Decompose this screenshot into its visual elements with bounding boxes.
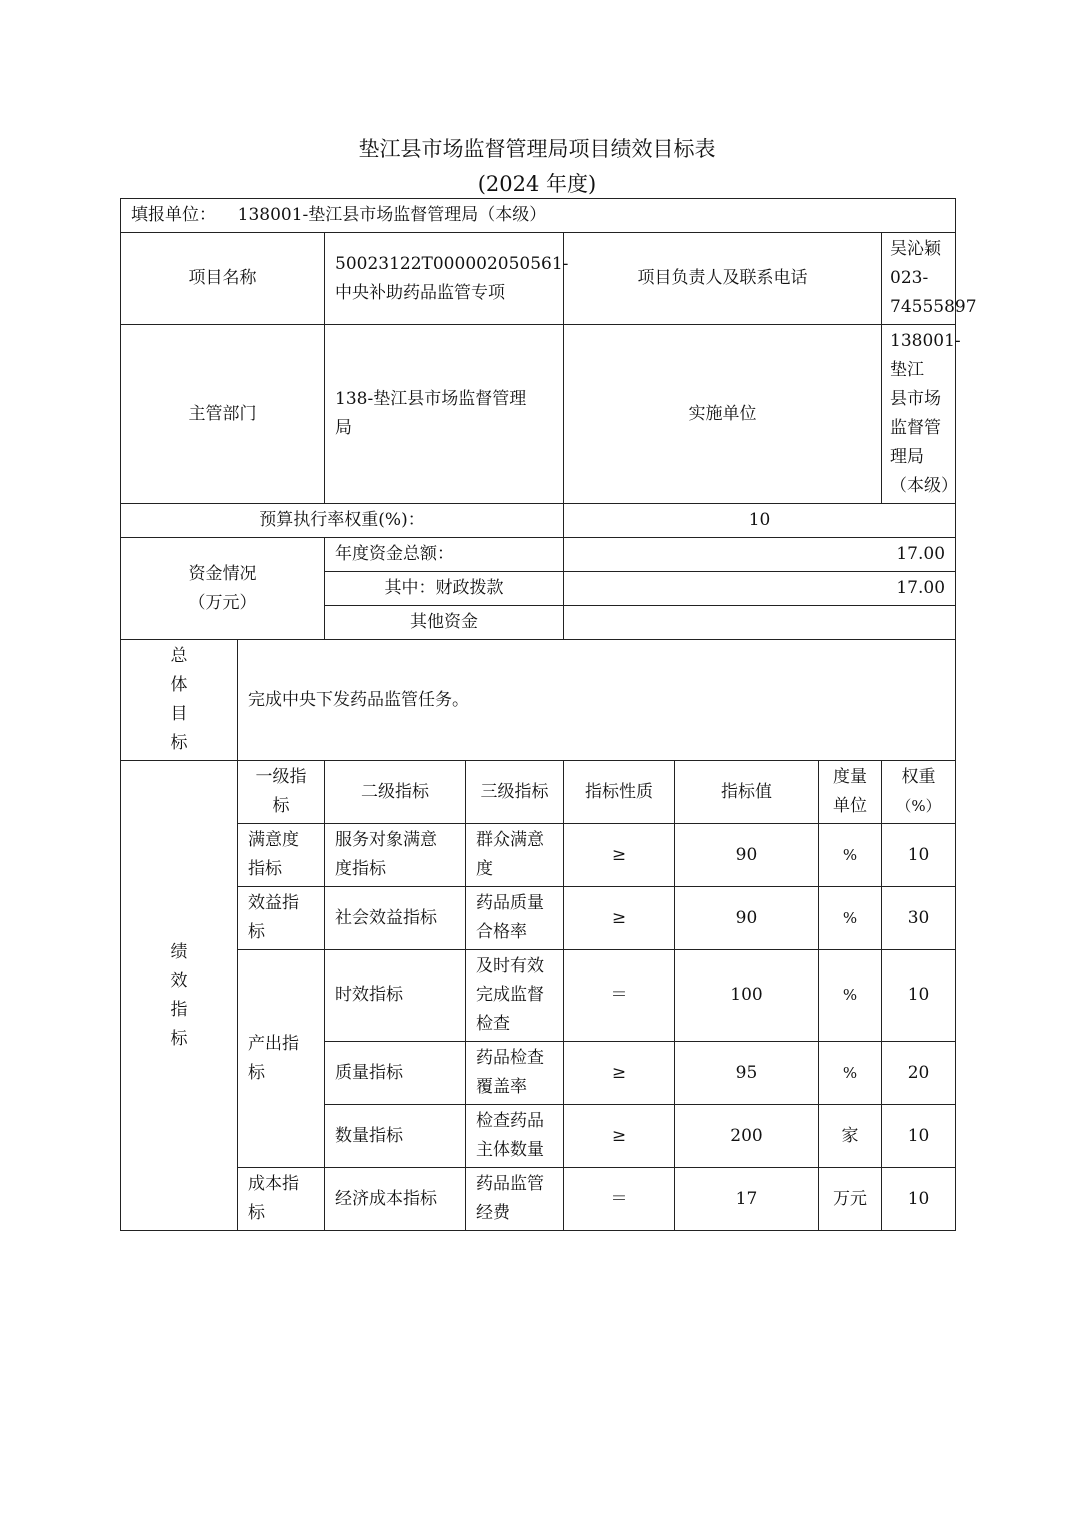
funds-total-value: 17.00 <box>564 538 956 572</box>
funds-label-line: 资金情况 <box>188 563 257 584</box>
project-name-line: 中央补助药品监管专项 <box>335 282 505 303</box>
funds-other-value <box>564 606 956 640</box>
row-l2-line: 度指标 <box>335 859 386 879</box>
row-l3-line: 检查 <box>476 1014 510 1034</box>
row-l2-line: 服务对象满意 <box>335 830 437 850</box>
row-l3-line: 群众满意 <box>476 830 544 850</box>
header-unit-line: 单位 <box>833 796 867 816</box>
row-nature: ≥ <box>564 824 675 887</box>
page-title: 垫江县市场监督管理局项目绩效目标表 <box>358 137 716 161</box>
row-weight: 10 <box>882 824 956 887</box>
row-l3 <box>466 887 564 950</box>
row-l1-line: 成本指 <box>248 1174 299 1194</box>
header-nature: 指标性质 <box>564 761 675 824</box>
header-l2: 二级指标 <box>325 761 466 824</box>
row-l3-line: 合格率 <box>476 922 527 942</box>
row-l2: 经济成本指标 <box>325 1168 466 1231</box>
row-l3-line: 完成监督 <box>476 985 544 1005</box>
row-l3 <box>466 1042 564 1105</box>
row-value: 100 <box>675 950 819 1042</box>
impl-line: 138001-垫江 <box>890 331 961 380</box>
perf-label-char: 指 <box>170 999 188 1020</box>
goal-label-char: 标 <box>170 733 188 753</box>
row-l3-line: 及时有效 <box>476 956 544 976</box>
header-weight <box>882 761 956 824</box>
impl-line: 理局（本级） <box>890 447 958 496</box>
row-value: 90 <box>675 887 819 950</box>
row-l1 <box>238 1168 325 1231</box>
contact-label: 项目负责人及联系电话 <box>564 233 882 325</box>
contact-name: 吴沁颖 <box>890 239 941 259</box>
row-weight: 10 <box>882 1105 956 1168</box>
row-nature: ≥ <box>564 1042 675 1105</box>
row-weight: 10 <box>882 950 956 1042</box>
fill-unit-row <box>121 199 956 233</box>
row-l1-line: 产出指 <box>248 1033 299 1054</box>
table-row <box>121 887 956 950</box>
row-unit: % <box>819 824 882 887</box>
row-l3 <box>466 1168 564 1231</box>
row-l3-line: 主体数量 <box>476 1140 544 1160</box>
row-l1 <box>238 887 325 950</box>
goal-label <box>121 640 238 761</box>
impl-line: 县市场监督管 <box>890 389 941 438</box>
header-unit-line: 度量 <box>833 767 867 787</box>
funds-fiscal-label: 其中：财政拨款 <box>325 572 564 606</box>
header-l1-line: 标 <box>272 796 290 816</box>
row-value: 95 <box>675 1042 819 1105</box>
row-l3 <box>466 1105 564 1168</box>
row-l3-line: 药品检查 <box>476 1048 544 1068</box>
header-weight-line: （%） <box>896 797 941 815</box>
row-weight: 30 <box>882 887 956 950</box>
performance-table <box>120 198 977 1231</box>
row-l3-line: 经费 <box>476 1203 510 1223</box>
contact-phone: 023-74555897 <box>890 268 977 317</box>
dept-line: 138-垫江县市场监督管理 <box>335 389 527 409</box>
fill-unit-value: 138001-垫江县市场监督管理局（本级） <box>237 205 547 225</box>
row-value: 17 <box>675 1168 819 1231</box>
goal-label-char: 体 <box>170 675 188 695</box>
goal-label-char: 目 <box>170 704 188 724</box>
funds-fiscal-value: 17.00 <box>564 572 956 606</box>
header-l3: 三级指标 <box>466 761 564 824</box>
row-l2: 质量指标 <box>325 1042 466 1105</box>
contact-value <box>882 233 977 325</box>
row-l3-line: 覆盖率 <box>476 1077 527 1097</box>
perf-label-char: 效 <box>170 970 188 991</box>
row-l3 <box>466 950 564 1042</box>
row-unit: % <box>819 887 882 950</box>
page-subtitle: (2024 年度) <box>477 172 597 196</box>
row-l1-line: 标 <box>248 922 265 942</box>
header-l1 <box>238 761 325 824</box>
dept-value <box>325 325 564 504</box>
funds-total-label: 年度资金总额： <box>325 538 564 572</box>
row-value: 90 <box>675 824 819 887</box>
row-unit: % <box>819 1042 882 1105</box>
row-nature: ≥ <box>564 887 675 950</box>
row-weight: 10 <box>882 1168 956 1231</box>
row-l3-line: 药品质量 <box>476 893 544 913</box>
funds-other-label: 其他资金 <box>325 606 564 640</box>
goal-text: 完成中央下发药品监管任务。 <box>238 640 956 761</box>
perf-label <box>121 761 238 1231</box>
funds-label-line: （万元） <box>188 592 257 613</box>
row-unit: 家 <box>819 1105 882 1168</box>
dept-line: 局 <box>335 418 352 438</box>
header-unit <box>819 761 882 824</box>
perf-label-char: 绩 <box>170 941 188 962</box>
fill-unit-label: 填报单位： <box>131 205 216 225</box>
impl-label: 实施单位 <box>564 325 882 504</box>
project-name-line: 50023122T000002050561- <box>335 253 569 274</box>
project-name-value <box>325 233 569 325</box>
perf-label-char: 标 <box>170 1028 188 1049</box>
row-l3 <box>466 824 564 887</box>
row-l1 <box>238 950 325 1168</box>
row-l3-line: 药品监管 <box>476 1174 544 1194</box>
row-nature: ＝ <box>564 1168 675 1231</box>
header-l1-line: 一级指 <box>255 767 307 787</box>
header-weight-line: 权重 <box>901 767 936 787</box>
row-nature: ≥ <box>564 1105 675 1168</box>
header-value: 指标值 <box>675 761 819 824</box>
funds-label <box>121 538 325 640</box>
row-l1 <box>238 824 325 887</box>
row-weight: 20 <box>882 1042 956 1105</box>
table-row <box>121 824 956 887</box>
row-l1-line: 指标 <box>248 859 282 879</box>
row-unit: 万元 <box>819 1168 882 1231</box>
row-unit: % <box>819 950 882 1042</box>
row-l2: 数量指标 <box>325 1105 466 1168</box>
row-l3-line: 检查药品 <box>476 1111 544 1131</box>
budget-rate-value: 10 <box>564 504 956 538</box>
budget-rate-label: 预算执行率权重(%)： <box>121 504 564 538</box>
row-l1-line: 效益指 <box>248 893 299 913</box>
row-nature: ＝ <box>564 950 675 1042</box>
impl-value <box>882 325 961 504</box>
row-l1-line: 标 <box>248 1062 265 1083</box>
table-row <box>121 950 956 1042</box>
row-l2: 社会效益指标 <box>325 887 466 950</box>
row-l1-line: 满意度 <box>248 830 299 850</box>
row-l1-line: 标 <box>248 1203 265 1223</box>
goal-label-char: 总 <box>170 646 188 666</box>
table-row <box>121 1168 956 1231</box>
row-l2: 时效指标 <box>325 950 466 1042</box>
row-value: 200 <box>675 1105 819 1168</box>
dept-label: 主管部门 <box>121 325 325 504</box>
row-l2 <box>325 824 466 887</box>
project-name-label: 项目名称 <box>121 233 325 325</box>
row-l3-line: 度 <box>476 859 493 879</box>
